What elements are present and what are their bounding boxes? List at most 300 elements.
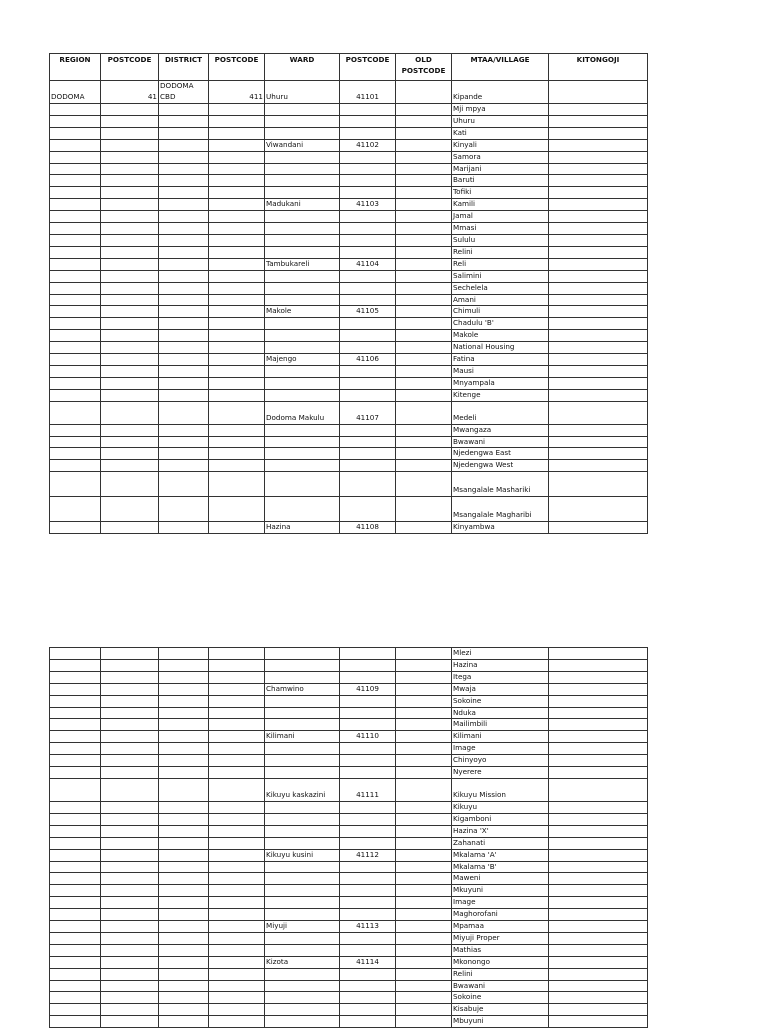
cell-ward-code xyxy=(340,472,396,497)
cell-ward-code xyxy=(340,448,396,460)
header-region-postcode: POSTCODE xyxy=(101,54,159,81)
table-row xyxy=(50,932,648,944)
cell-ward xyxy=(265,719,340,731)
table-row xyxy=(50,354,648,366)
cell-district-code xyxy=(209,187,265,199)
cell-district-code xyxy=(209,318,265,330)
cell-ward-code xyxy=(340,743,396,755)
cell-ward xyxy=(265,377,340,389)
cell-empty xyxy=(396,683,452,695)
cell-empty xyxy=(209,932,265,944)
cell-ward-code xyxy=(340,175,396,187)
cell-empty xyxy=(101,873,159,885)
cell-district xyxy=(159,246,209,258)
header-district: DISTRICT xyxy=(159,54,209,81)
table-row xyxy=(50,294,648,306)
cell-empty xyxy=(209,671,265,683)
cell-ward xyxy=(265,448,340,460)
table-row xyxy=(50,849,648,861)
cell-empty xyxy=(209,861,265,873)
cell-empty xyxy=(101,909,159,921)
table-row xyxy=(50,1004,648,1016)
cell-village: Hazina 'X' xyxy=(452,825,549,837)
cell-region-code xyxy=(101,163,159,175)
cell-village: Maweni xyxy=(452,873,549,885)
cell-ward-code: 41108 xyxy=(340,522,396,534)
cell-empty xyxy=(396,731,452,743)
cell-empty xyxy=(159,956,209,968)
cell-ward-code: 41106 xyxy=(340,354,396,366)
cell-village: Salimini xyxy=(452,270,549,282)
cell-district: DODOMA CBD xyxy=(159,81,209,104)
cell-old xyxy=(396,497,452,522)
cell-ward xyxy=(265,127,340,139)
cell-district-code xyxy=(209,151,265,163)
cell-empty xyxy=(50,671,101,683)
table-row xyxy=(50,731,648,743)
cell-district-code xyxy=(209,163,265,175)
cell-ward-code xyxy=(340,104,396,116)
cell-village: Jamal xyxy=(452,211,549,223)
cell-old xyxy=(396,342,452,354)
cell-ward-code xyxy=(340,211,396,223)
table-row xyxy=(50,755,648,767)
cell-kitongoji xyxy=(549,342,648,354)
cell-ward-code xyxy=(340,1004,396,1016)
cell-ward: Kikuyu kusini xyxy=(265,849,340,861)
cell-village: Njedengwa East xyxy=(452,448,549,460)
cell-village: Mpamaa xyxy=(452,921,549,933)
cell-old xyxy=(396,448,452,460)
cell-empty xyxy=(101,1004,159,1016)
cell-empty xyxy=(159,968,209,980)
cell-ward-code: 41103 xyxy=(340,199,396,211)
cell-old xyxy=(396,163,452,175)
cell-ward xyxy=(265,282,340,294)
cell-village: Fatina xyxy=(452,354,549,366)
cell-region xyxy=(50,104,101,116)
table-row xyxy=(50,861,648,873)
cell-empty xyxy=(549,813,648,825)
cell-empty xyxy=(549,801,648,813)
header-region: REGION xyxy=(50,54,101,81)
cell-empty xyxy=(50,778,101,801)
cell-ward xyxy=(265,825,340,837)
cell-ward xyxy=(265,873,340,885)
cell-empty xyxy=(101,695,159,707)
cell-district xyxy=(159,436,209,448)
table-row xyxy=(50,401,648,424)
cell-empty xyxy=(549,659,648,671)
postcode-table-2 xyxy=(49,647,648,1028)
cell-region-code xyxy=(101,318,159,330)
cell-district-code xyxy=(209,377,265,389)
cell-village: Kigamboni xyxy=(452,813,549,825)
cell-district-code xyxy=(209,234,265,246)
cell-old xyxy=(396,330,452,342)
cell-district xyxy=(159,151,209,163)
cell-district xyxy=(159,199,209,211)
cell-empty xyxy=(396,659,452,671)
cell-kitongoji xyxy=(549,151,648,163)
cell-village: Kinyali xyxy=(452,139,549,151)
cell-region-code xyxy=(101,354,159,366)
cell-district xyxy=(159,377,209,389)
cell-ward-code xyxy=(340,992,396,1004)
cell-empty xyxy=(549,849,648,861)
cell-region-code xyxy=(101,377,159,389)
cell-kitongoji xyxy=(549,354,648,366)
cell-district-code xyxy=(209,497,265,522)
cell-empty xyxy=(50,980,101,992)
cell-empty xyxy=(101,837,159,849)
cell-old xyxy=(396,424,452,436)
cell-ward-code xyxy=(340,330,396,342)
cell-region xyxy=(50,223,101,235)
cell-region-code xyxy=(101,234,159,246)
cell-old xyxy=(396,377,452,389)
table-row xyxy=(50,436,648,448)
cell-village: Bwawani xyxy=(452,436,549,448)
header-district-postcode: POSTCODE xyxy=(209,54,265,81)
cell-empty xyxy=(396,778,452,801)
cell-village: Itega xyxy=(452,671,549,683)
cell-village: Kinyambwa xyxy=(452,522,549,534)
cell-village: Kisabuje xyxy=(452,1004,549,1016)
table-row xyxy=(50,223,648,235)
cell-empty xyxy=(209,731,265,743)
cell-region xyxy=(50,318,101,330)
cell-empty xyxy=(396,885,452,897)
cell-district-code xyxy=(209,175,265,187)
cell-empty xyxy=(101,648,159,660)
cell-empty xyxy=(396,767,452,779)
cell-ward: Miyuji xyxy=(265,921,340,933)
cell-old xyxy=(396,211,452,223)
cell-region-code xyxy=(101,306,159,318)
cell-empty xyxy=(101,801,159,813)
table-row xyxy=(50,522,648,534)
cell-village: Mbuyuni xyxy=(452,1016,549,1028)
cell-kitongoji xyxy=(549,365,648,377)
cell-empty xyxy=(159,921,209,933)
cell-village: Mji mpya xyxy=(452,104,549,116)
cell-kitongoji xyxy=(549,522,648,534)
cell-district-code xyxy=(209,211,265,223)
table-row xyxy=(50,81,648,104)
table-row xyxy=(50,211,648,223)
cell-ward xyxy=(265,837,340,849)
cell-empty xyxy=(50,837,101,849)
cell-empty xyxy=(50,813,101,825)
cell-village: Chinyoyo xyxy=(452,755,549,767)
cell-village: Sululu xyxy=(452,234,549,246)
cell-empty xyxy=(50,944,101,956)
cell-district xyxy=(159,306,209,318)
cell-ward xyxy=(265,992,340,1004)
cell-village: Kati xyxy=(452,127,549,139)
cell-empty xyxy=(549,1016,648,1028)
cell-ward-code: 41114 xyxy=(340,956,396,968)
cell-village: Sechelela xyxy=(452,282,549,294)
cell-empty xyxy=(101,921,159,933)
cell-empty xyxy=(549,944,648,956)
cell-ward xyxy=(265,115,340,127)
cell-village: Chimuli xyxy=(452,306,549,318)
cell-empty xyxy=(549,897,648,909)
table-row xyxy=(50,944,648,956)
cell-district xyxy=(159,270,209,282)
cell-ward: Chamwino xyxy=(265,683,340,695)
cell-empty xyxy=(50,1004,101,1016)
cell-region-code xyxy=(101,389,159,401)
cell-old xyxy=(396,436,452,448)
cell-region xyxy=(50,365,101,377)
cell-empty xyxy=(396,873,452,885)
cell-village: Relini xyxy=(452,246,549,258)
cell-old xyxy=(396,270,452,282)
cell-district-code xyxy=(209,354,265,366)
table-row xyxy=(50,671,648,683)
cell-ward-code xyxy=(340,909,396,921)
cell-ward-code xyxy=(340,801,396,813)
cell-empty xyxy=(549,743,648,755)
cell-village: Mailimbili xyxy=(452,719,549,731)
cell-ward xyxy=(265,460,340,472)
cell-empty xyxy=(209,1004,265,1016)
cell-empty xyxy=(549,707,648,719)
cell-kitongoji xyxy=(549,139,648,151)
cell-district-code xyxy=(209,472,265,497)
cell-empty xyxy=(396,849,452,861)
cell-empty xyxy=(159,932,209,944)
cell-kitongoji xyxy=(549,175,648,187)
cell-village: Mwaja xyxy=(452,683,549,695)
cell-empty xyxy=(396,695,452,707)
cell-empty xyxy=(101,767,159,779)
cell-empty xyxy=(101,825,159,837)
cell-empty xyxy=(396,671,452,683)
cell-empty xyxy=(549,683,648,695)
cell-village: Mlezi xyxy=(452,648,549,660)
cell-village: Mkalama 'B' xyxy=(452,861,549,873)
cell-empty xyxy=(159,671,209,683)
cell-ward-code xyxy=(340,246,396,258)
cell-empty xyxy=(549,778,648,801)
cell-region-code xyxy=(101,223,159,235)
cell-old xyxy=(396,139,452,151)
cell-village: Medeli xyxy=(452,401,549,424)
cell-kitongoji xyxy=(549,389,648,401)
cell-empty xyxy=(396,909,452,921)
cell-district xyxy=(159,294,209,306)
cell-ward-code xyxy=(340,234,396,246)
table-row xyxy=(50,127,648,139)
cell-region-code xyxy=(101,139,159,151)
cell-old xyxy=(396,306,452,318)
table-row xyxy=(50,199,648,211)
cell-ward-code xyxy=(340,648,396,660)
cell-empty xyxy=(209,719,265,731)
cell-empty xyxy=(50,719,101,731)
cell-ward xyxy=(265,743,340,755)
cell-district-code xyxy=(209,294,265,306)
cell-kitongoji xyxy=(549,460,648,472)
cell-region xyxy=(50,436,101,448)
cell-region xyxy=(50,163,101,175)
cell-ward: Makole xyxy=(265,306,340,318)
cell-district xyxy=(159,282,209,294)
cell-ward-code xyxy=(340,825,396,837)
cell-district xyxy=(159,258,209,270)
cell-empty xyxy=(101,707,159,719)
cell-empty xyxy=(396,921,452,933)
cell-district-code xyxy=(209,424,265,436)
cell-district xyxy=(159,104,209,116)
cell-district xyxy=(159,318,209,330)
cell-village: Makole xyxy=(452,330,549,342)
header-kitongoji: KITONGOJI xyxy=(549,54,648,81)
table-row xyxy=(50,282,648,294)
cell-village: Uhuru xyxy=(452,115,549,127)
cell-old xyxy=(396,460,452,472)
cell-empty xyxy=(549,932,648,944)
cell-ward-code xyxy=(340,389,396,401)
cell-empty xyxy=(50,1016,101,1028)
table-row xyxy=(50,767,648,779)
cell-empty xyxy=(396,837,452,849)
cell-village: Bwawani xyxy=(452,980,549,992)
table-row xyxy=(50,980,648,992)
cell-empty xyxy=(549,980,648,992)
cell-ward xyxy=(265,175,340,187)
cell-empty xyxy=(101,813,159,825)
cell-ward xyxy=(265,944,340,956)
table-row xyxy=(50,885,648,897)
cell-empty xyxy=(549,968,648,980)
cell-empty xyxy=(50,731,101,743)
cell-region-code xyxy=(101,401,159,424)
cell-region: DODOMA xyxy=(50,81,101,104)
table-row xyxy=(50,1016,648,1028)
cell-ward xyxy=(265,755,340,767)
table-row xyxy=(50,743,648,755)
header-ward-postcode: POSTCODE xyxy=(340,54,396,81)
cell-region xyxy=(50,460,101,472)
cell-kitongoji xyxy=(549,448,648,460)
cell-district-code xyxy=(209,436,265,448)
cell-old xyxy=(396,318,452,330)
cell-empty xyxy=(549,731,648,743)
table-row xyxy=(50,139,648,151)
cell-ward-code: 41102 xyxy=(340,139,396,151)
cell-empty xyxy=(101,683,159,695)
cell-region-code xyxy=(101,294,159,306)
cell-region-code xyxy=(101,270,159,282)
cell-empty xyxy=(549,695,648,707)
table-row xyxy=(50,115,648,127)
cell-empty xyxy=(159,849,209,861)
cell-village: Mkonongo xyxy=(452,956,549,968)
cell-empty xyxy=(209,683,265,695)
cell-village: Baruti xyxy=(452,175,549,187)
cell-empty xyxy=(549,1004,648,1016)
cell-village: Samora xyxy=(452,151,549,163)
cell-ward xyxy=(265,648,340,660)
cell-empty xyxy=(159,909,209,921)
cell-empty xyxy=(101,861,159,873)
cell-district-code xyxy=(209,448,265,460)
cell-old xyxy=(396,522,452,534)
cell-ward xyxy=(265,813,340,825)
cell-ward-code xyxy=(340,1016,396,1028)
cell-old xyxy=(396,199,452,211)
cell-empty xyxy=(209,648,265,660)
cell-village: Sokoine xyxy=(452,992,549,1004)
cell-ward-code: 41110 xyxy=(340,731,396,743)
cell-empty xyxy=(209,1016,265,1028)
cell-kitongoji xyxy=(549,436,648,448)
cell-district xyxy=(159,223,209,235)
table-row xyxy=(50,968,648,980)
table-row xyxy=(50,897,648,909)
cell-district-code xyxy=(209,342,265,354)
table-row xyxy=(50,659,648,671)
cell-empty xyxy=(549,825,648,837)
cell-empty xyxy=(159,801,209,813)
cell-empty xyxy=(159,1004,209,1016)
cell-empty xyxy=(50,707,101,719)
cell-region xyxy=(50,211,101,223)
cell-region-code xyxy=(101,424,159,436)
table-row xyxy=(50,246,648,258)
cell-ward-code xyxy=(340,424,396,436)
cell-ward-code: 41113 xyxy=(340,921,396,933)
cell-empty xyxy=(50,825,101,837)
cell-ward: Hazina xyxy=(265,522,340,534)
cell-region xyxy=(50,246,101,258)
cell-village: Msangalale Magharibi xyxy=(452,497,549,522)
cell-empty xyxy=(396,743,452,755)
cell-district xyxy=(159,354,209,366)
cell-empty xyxy=(396,992,452,1004)
cell-empty xyxy=(549,956,648,968)
cell-village: Nduka xyxy=(452,707,549,719)
cell-empty xyxy=(50,932,101,944)
cell-ward xyxy=(265,424,340,436)
cell-empty xyxy=(101,671,159,683)
cell-ward-code xyxy=(340,707,396,719)
cell-empty xyxy=(101,956,159,968)
cell-empty xyxy=(159,719,209,731)
cell-empty xyxy=(209,968,265,980)
table-row xyxy=(50,921,648,933)
cell-village: Chadulu 'B' xyxy=(452,318,549,330)
cell-empty xyxy=(209,944,265,956)
cell-empty xyxy=(396,980,452,992)
cell-ward-code: 41111 xyxy=(340,778,396,801)
cell-empty xyxy=(396,956,452,968)
cell-empty xyxy=(209,885,265,897)
cell-ward: Madukani xyxy=(265,199,340,211)
table-row xyxy=(50,873,648,885)
cell-ward-code: 41105 xyxy=(340,306,396,318)
header-old-postcode: OLD POSTCODE xyxy=(396,54,452,81)
cell-empty xyxy=(50,992,101,1004)
cell-empty xyxy=(209,695,265,707)
cell-district-code xyxy=(209,282,265,294)
cell-region xyxy=(50,151,101,163)
